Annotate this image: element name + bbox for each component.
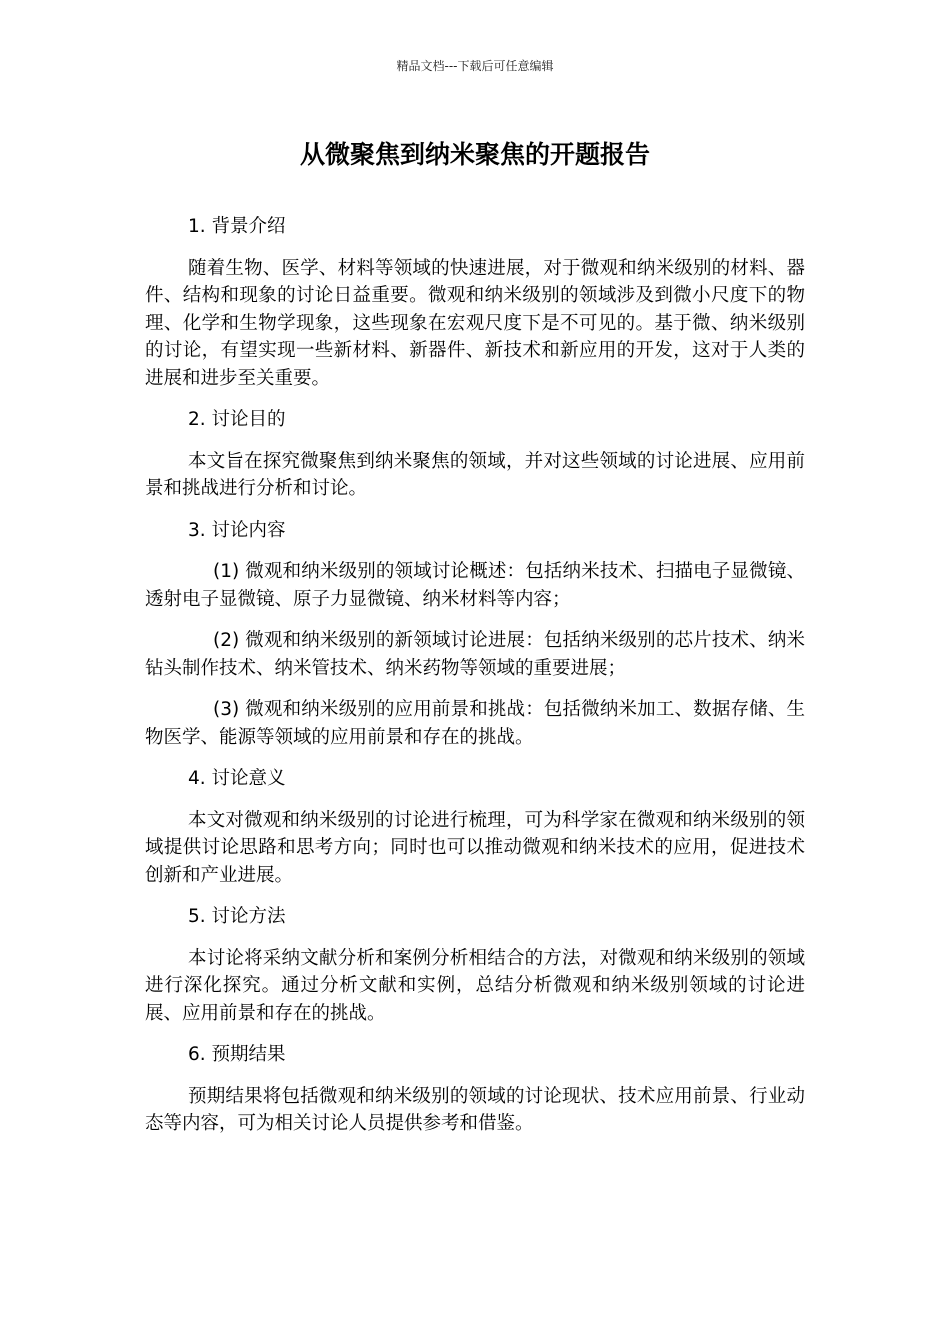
section-paragraph-background: 随着生物、医学、材料等领域的快速进展，对于微观和纳米级别的材料、器件、结构和现象的讨论日益重要。微观和纳米级别的领域涉及到微小尺度下的物理、化学和生物学现象，这些现象在宏观尺度下是不可见的。基于微、纳米级别的讨论，有望实现一些新材料、新器件、新技术和新应用的开发，这对于人类的进展和进步至关重要。 (145, 257, 805, 389)
content-item-2: (2) 微观和纳米级别的新领域讨论进展：包括纳米级别的芯片技术、纳米钻头制作技术、纳米管技术、纳米药物等领域的重要进展； (145, 630, 805, 679)
document-title: 从微聚焦到纳米聚焦的开题报告 (299, 140, 650, 169)
page-header-watermark: 精品文档---下载后可任意编辑 (396, 59, 554, 73)
section-heading-expected-results: 6. 预期结果 (188, 1044, 286, 1065)
section-heading-background: 1. 背景介绍 (188, 216, 286, 237)
section-heading-content: 3. 讨论内容 (188, 519, 286, 541)
section-paragraph-significance: 本文对微观和纳米级别的讨论进行梳理，可为科学家在微观和纳米级别的领域提供讨论思路和思考方向；同时也可以推动微观和纳米技术的应用，促进技术创新和产业进展。 (145, 809, 805, 886)
section-heading-significance: 4. 讨论意义 (188, 768, 286, 789)
document-body (145, 213, 805, 1138)
section-heading-method: 5. 讨论方法 (188, 906, 286, 927)
section-paragraph-method: 本讨论将采纳文献分析和案例分析相结合的方法，对微观和纳米级别的领域进行深化探究。通过分析文献和实例，总结分析微观和纳米级别领域的讨论进展、应用前景和存在的挑战。 (145, 947, 805, 1024)
content-item-1: (1) 微观和纳米级别的领域讨论概述：包括纳米技术、扫描电子显微镜、透射电子显微镜、原子力显微镜、纳米材料等内容； (145, 561, 805, 610)
section-paragraph-purpose: 本文旨在探究微聚焦到纳米聚焦的领域，并对这些领域的讨论进展、应用前景和挑战进行分析和讨论。 (145, 450, 805, 499)
content-item-3: (3) 微观和纳米级别的应用前景和挑战：包括微纳米加工、数据存储、生物医学、能源等领域的应用前景和存在的挑战。 (145, 699, 805, 748)
section-paragraph-expected-results: 预期结果将包括微观和纳米级别的领域的讨论现状、技术应用前景、行业动态等内容，可为相关讨论人员提供参考和借鉴。 (145, 1085, 805, 1134)
section-heading-purpose: 2. 讨论目的 (188, 409, 286, 430)
